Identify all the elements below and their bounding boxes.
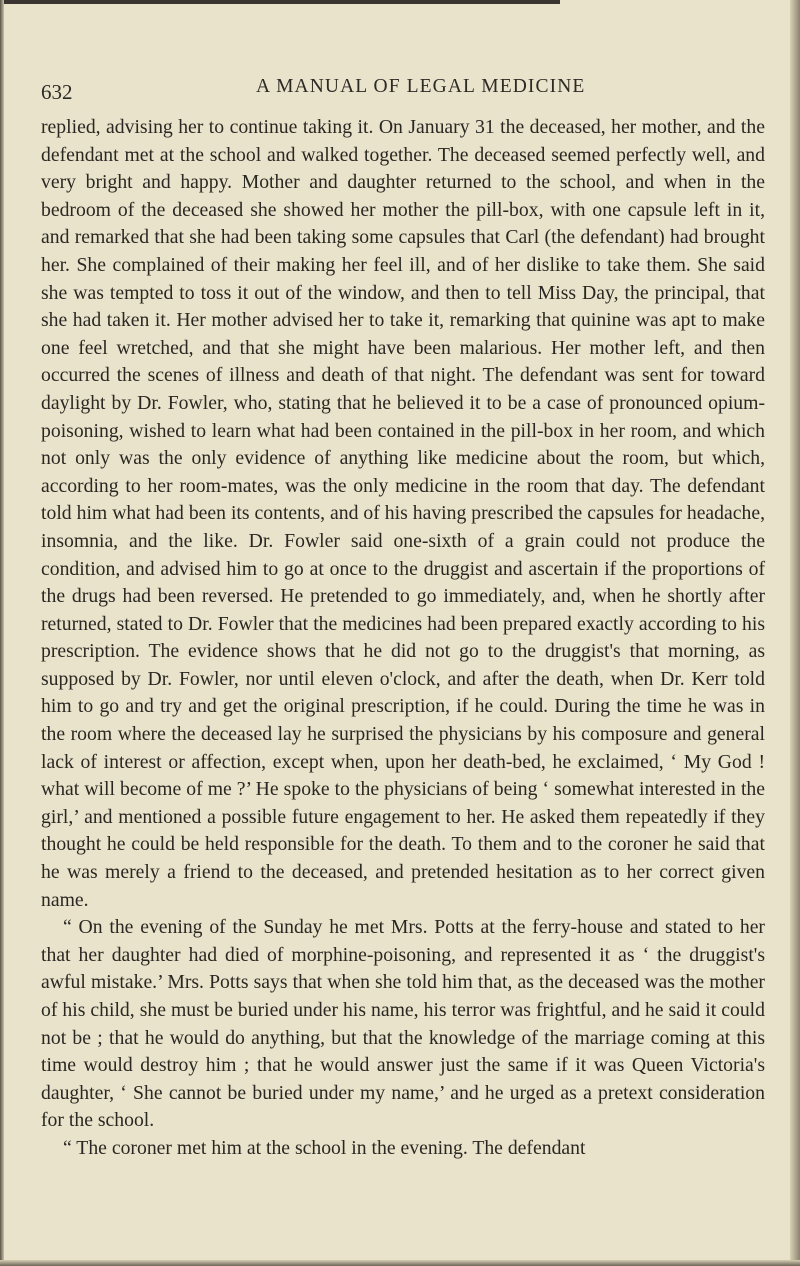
page-header: [0, 76, 800, 106]
page-right-edge-shadow: [790, 0, 800, 1266]
body-text: [41, 114, 765, 1163]
paragraph-1: replied, advising her to continue taking it. On January 31 the deceased, her mother, and the defendant met at the school and walked together. The deceased seemed perfectly well, and very bright and happy. Mother and daughter returned to the school, and when in the bedroom of the deceased she showed her mother the pill-box, with one capsule left in it, and remarked that she had been taking some capsules that Carl (the defendant) had brought her. She complained of their making her feel ill, and of her dislike to take them. She said she was tempted to toss it out of the window, and then to tell Miss Day, the principal, that she had taken it. Her mother advised her to take it, remarking that quinine was apt to make one feel wretched, and that she might have been malarious. Her mother left, and then occurred the scenes of illness and death of that night. The defendant was sent for toward daylight by Dr. Fowler, who, stating that he believed it to be a case of pronounced opium-poisoning, wished to learn what had been contained in the pill-box in her room, and which not only was the only evidence of anything like medicine about the room, but which, according to her room-mates, was the only medicine in the room that day. The defendant told him what had been its contents, and of his having prescribed the capsules for headache, insomnia, and the like. Dr. Fowler said one-sixth of a grain could not produce the condition, and advised him to go at once to the druggist and ascertain if the proportions of the drugs had been reversed. He pretended to go immediately, and, when he shortly after returned, stated to Dr. Fowler that the medicines had been prepared exactly according to his prescription. The evidence shows that he did not go to the druggist's that morning, as supposed by Dr. Fowler, nor until eleven o'clock, and after the death, when Dr. Kerr told him to go and try and get the original prescription, if he could. During the time he was in the room where the deceased lay he surprised the physicians by his composure and general lack of interest or affection, except when, upon her death-bed, he exclaimed, ‘ My God ! what will become of me ?’ He spoke to the physicians of being ‘ somewhat interested in the girl,’ and mentioned a possible future engagement to her. He asked them repeatedly if they thought he could be held responsible for the death. To them and to the coroner he said that he was merely a friend to the deceased, and pretended hesitation as to her correct given name.: [41, 116, 765, 911]
running-title: A MANUAL OF LEGAL MEDICINE: [256, 76, 586, 97]
paragraph-3: “ The coroner met him at the school in the evening. The defendant: [63, 1136, 586, 1159]
page-number: 632: [41, 80, 73, 104]
page-bottom-edge-shadow: [0, 1260, 800, 1266]
page-top-edge-shadow: [0, 0, 560, 4]
page-left-edge-shadow: [0, 0, 4, 1266]
paragraph-2: “ On the evening of the Sunday he met Mrs. Potts at the ferry-house and stated to her that her daughter had died of morphine-poisoning, and represented it as ‘ the druggist's awful mistake.’ Mrs. Potts says that when she told him that, as the deceased was the mother of his child, she must be buried under his name, his terror was frightful, and he said it could not be ; that he would do anything, but that the knowledge of the marriage coming at this time would destroy him ; that he would answer just the same if it was Queen Victoria's daughter, ‘ She cannot be buried under my name,’ and he urged as a pretext consideration for the school.: [41, 916, 765, 1132]
